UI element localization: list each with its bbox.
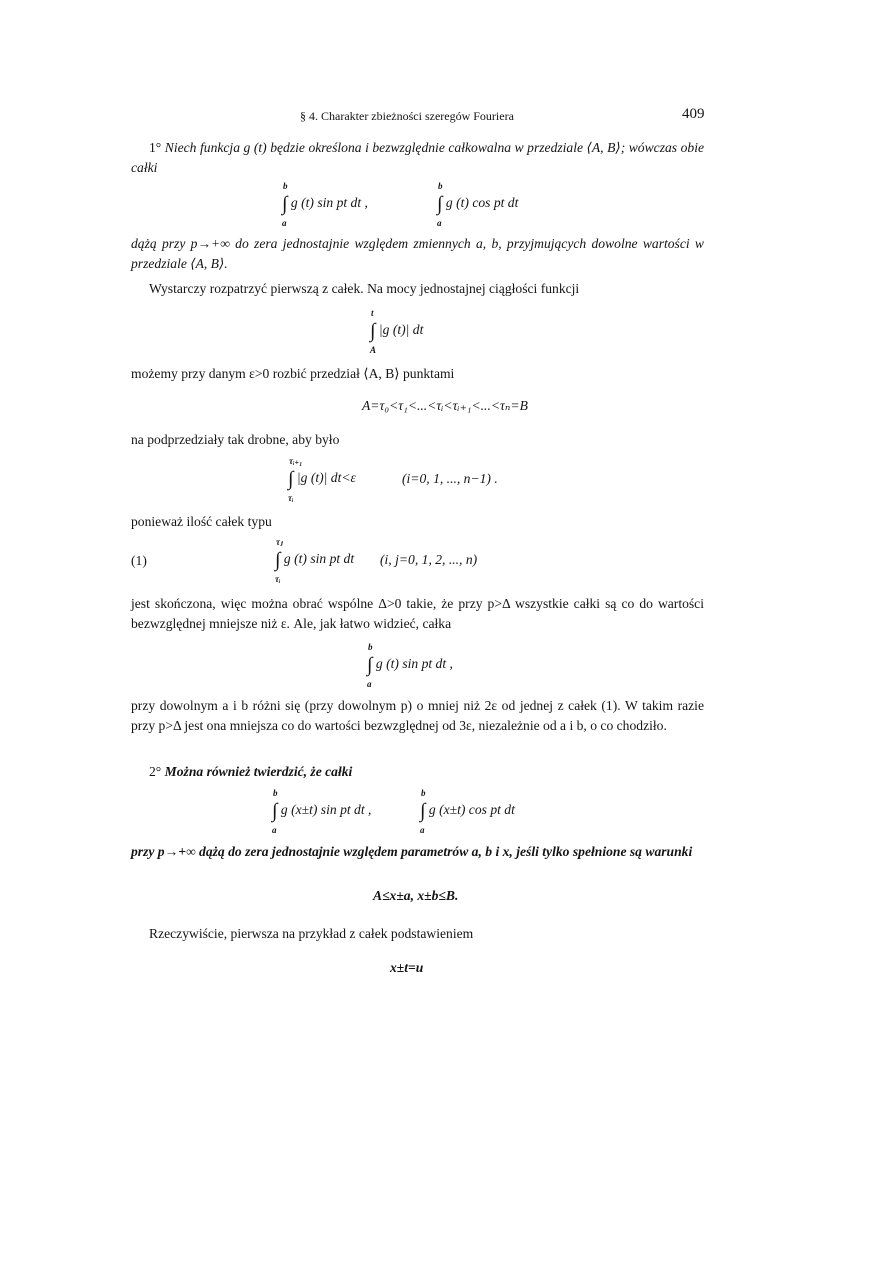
theorem-2-statement: Można również twierdzić, że całki	[164, 764, 353, 779]
proof-2-paragraph-1: Rzeczywiście, pierwsza na przykład z całek podstawieniem	[149, 926, 474, 941]
integrand: g (x±t) sin pt dt ,	[280, 802, 372, 817]
theorem-1-lead	[131, 138, 704, 178]
index-condition: (i=0, 1, ..., n−1) .	[402, 471, 498, 486]
integrand: |g (t)| dt<ε	[296, 470, 356, 485]
theorem-1-statement: Niech funkcja g (t) będzie określona i bezwzględnie całkowalna w przedziale ⟨A, B⟩; wówczas obie całki	[131, 140, 705, 175]
integrand: g (t) sin pt dt	[283, 551, 355, 566]
lower-limit: a	[437, 218, 442, 228]
integral-shift-cos: ∫ b a g (x±t) cos pt dt	[420, 788, 515, 835]
integrand: g (t) sin pt dt ,	[290, 195, 368, 210]
integrand: |g (t)| dt	[378, 322, 424, 337]
integral-eq-1: ∫ τⱼ τᵢ g (t) sin pt dt	[275, 537, 355, 584]
upper-limit: τᵢ₊₁	[289, 456, 303, 466]
lower-limit: a	[367, 679, 372, 689]
integrand: g (t) sin pt dt ,	[375, 656, 453, 671]
lower-limit: a	[282, 218, 287, 228]
upper-limit: τⱼ	[276, 537, 283, 547]
upper-limit: b	[273, 788, 278, 798]
upper-limit: b	[368, 642, 373, 652]
upper-limit: b	[283, 181, 288, 191]
proof-1-paragraph-3: na podprzedziały tak drobne, aby było	[131, 432, 340, 447]
running-title: § 4. Charakter zbieżności szeregów Fouriera	[300, 109, 514, 123]
lower-limit: τᵢ	[275, 574, 281, 584]
integral-sin: ∫ b a g (t) sin pt dt ,	[282, 181, 368, 228]
lower-limit: A	[370, 345, 377, 355]
lower-limit: a	[420, 825, 425, 835]
proof-1-paragraph-4: ponieważ ilość całek typu	[131, 514, 272, 529]
theorem-2-number: 2°	[149, 764, 162, 779]
proof-1-paragraph-1: Wystarczy rozpatrzyć pierwszą z całek. Na mocy jednostajnej ciągłości funkcji	[149, 281, 580, 296]
proof-1-paragraph-5: jest skończona, więc można obrać wspólne Δ>0 takie, że przy p>Δ wszystkie całki są co do wartości bezwzględnej mniejsze niż ε. Ale, jak łatwo widzieć, całka	[131, 596, 704, 631]
index-range: (i, j=0, 1, 2, ..., n)	[380, 552, 478, 567]
upper-limit: b	[438, 181, 443, 191]
conditions-equation: A≤x±a, x±b≤B.	[373, 888, 459, 903]
proof-1-paragraph-6: przy dowolnym a i b różni się (przy dowolnym p) o mniej niż 2ε od jednej z całek (1). W takim razie przy p>Δ jest ona mniejsza co do wartości bezwzględnej od 3ε, niezależnie od a i b, o co chodziło.	[131, 698, 704, 733]
integrand: g (t) cos pt dt	[445, 195, 519, 210]
proof-1-paragraph-2: możemy przy danym ε>0 rozbić przedział ⟨A, B⟩ punktami	[131, 366, 455, 381]
integral-again: ∫ b a g (t) sin pt dt ,	[367, 642, 453, 689]
substitution-equation: x±t=u	[390, 960, 424, 975]
integral-abs: ∫ t A |g (t)| dt	[370, 308, 424, 355]
theorem-2-conclusion: przy p→+∞ dążą do zera jednostajnie względem parametrów a, b i x, jeśli tylko spełnione są warunki	[131, 844, 693, 859]
lower-limit: τᵢ	[288, 493, 294, 503]
equation-label-1: (1)	[131, 553, 147, 568]
partition-equation: A=τ₀<τ₁<...<τᵢ<τᵢ₊₁<...<τₙ=B	[362, 398, 528, 413]
page-number: 409	[682, 106, 705, 122]
lower-limit: a	[272, 825, 277, 835]
integral-cos: ∫ b a g (t) cos pt dt	[437, 181, 519, 228]
integral-shift-sin: ∫ b a g (x±t) sin pt dt ,	[272, 788, 372, 835]
upper-limit: t	[371, 308, 374, 318]
upper-limit: b	[421, 788, 426, 798]
theorem-1-conclusion: dążą przy p→+∞ do zera jednostajnie względem zmiennych a, b, przyjmujących dowolne wartości w przedziale ⟨A, B⟩.	[131, 236, 704, 271]
theorem-2-lead	[131, 762, 704, 782]
integral-small: ∫ τᵢ₊₁ τᵢ |g (t)| dt<ε	[288, 456, 356, 503]
integrand: g (x±t) cos pt dt	[428, 802, 515, 817]
theorem-1-number: 1°	[149, 140, 162, 155]
